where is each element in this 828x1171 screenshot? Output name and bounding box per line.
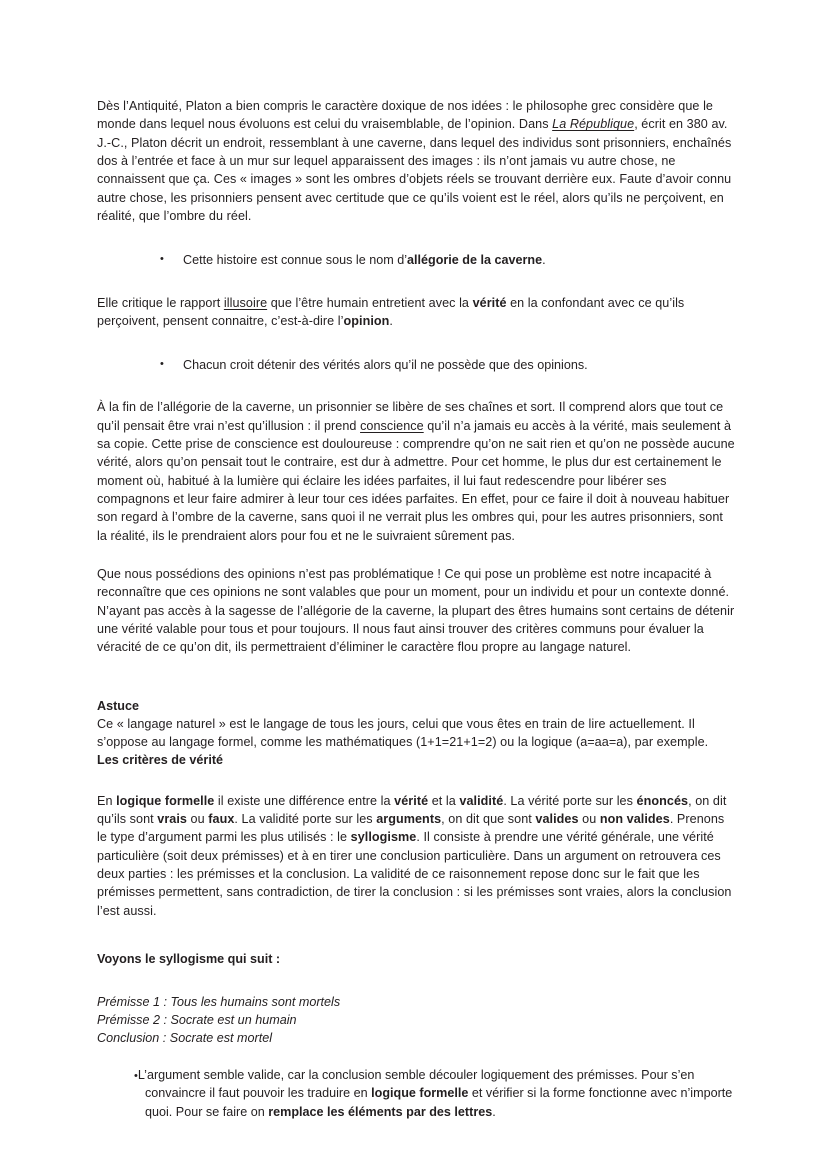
heading-astuce: Astuce	[97, 698, 139, 713]
bold-vrais: vrais	[157, 812, 187, 827]
paragraph-5-run-1: En	[97, 793, 117, 808]
bold-validite: validité	[459, 793, 504, 808]
spacer	[97, 1048, 735, 1066]
underlined-illusoire: illusoire	[223, 295, 268, 310]
spacer	[97, 374, 735, 398]
paragraph-2-run-1: Elle critique le rapport	[97, 295, 224, 310]
document-text-body	[97, 97, 735, 1121]
spacer	[97, 968, 735, 994]
bold-verite: vérité	[472, 295, 507, 310]
bullet-argument-semble-valide	[97, 1066, 735, 1121]
paragraph-antiquite-platon	[97, 97, 735, 225]
paragraph-critique-rapport-illusoire	[97, 294, 735, 331]
paragraph-logique-formelle	[97, 792, 735, 920]
paragraph-1-run-2: , écrit en 380 av. J.-C., Platon décrit un endroit, ressemblant à une caverne, dans lequel des individus sont prisonniers, enchaînés dos à l’entrée et face à un mur sur lequel apparaissent des images : ils n’ont jamais vu autre chose, ne connaissent que ça. Ces « images » sont les ombres d’objets réels se trouvant derrière eux. Faute d’avoir connu autre chose, les prisonniers pensent avec certitude que ce qu’ils voient est le réel, alors qu’ils ne perçoivent, en réalité, que l’ombre du réel.	[97, 117, 732, 223]
bold-non-valides: non valides	[599, 812, 670, 827]
paragraph-3-run-1: À la fin de l’allégorie de la caverne, un prisonnier se libère de ses chaînes et sort. Il comprend alors que tout ce qu’il pensait être vrai n’est qu’illusion : il prend	[97, 400, 724, 433]
bold-remplace-elements-lettres: remplace les éléments par des lettres	[268, 1104, 493, 1119]
bullet-point-icon: •	[134, 1069, 138, 1082]
paragraph-5-run-6: ou	[187, 812, 209, 827]
paragraph-5-run-7: . La validité porte sur les	[234, 812, 377, 827]
paragraph-fin-allegorie	[97, 398, 735, 545]
paragraph-5-run-5: , on dit qu’ils sont	[97, 793, 727, 827]
underlined-conscience: conscience	[360, 418, 424, 433]
syllogism-premise-1: Prémisse 1 : Tous les humains sont mortels	[97, 995, 341, 1010]
paragraph-opinions-problematique: Que nous possédions des opinions n’est pas problématique ! Ce qui pose un problème est notre incapacité à reconnaître que ces opinions ne sont valables que pour un moment, pour un individu et pour un contexte donné. N’ayant pas accès à la sagesse de l’allégorie de la caverne, la plupart des êtres humains sont certains de détenir une vérité valable pour tous et pour toujours. Il nous faut ainsi trouver des critères communs pour évaluer la véracité de ce qu’on dit, ils permettraient d’éliminer le caractère flou propre au langage naturel.	[97, 566, 735, 655]
paragraph-5-run-8: , on dit que sont	[441, 812, 536, 827]
paragraph-5-run-10: . Prenons le type d’argument parmi les plus utilisés : le	[97, 812, 725, 845]
spacer	[97, 770, 735, 792]
bullet-1-bold-allegorie: allégorie de la caverne	[407, 253, 543, 268]
bold-enonces: énoncés	[636, 793, 689, 808]
paragraph-2-run-3: en la confondant avec ce qu’ils perçoivent, pensent connaitre, c’est-à-dire l’	[97, 295, 685, 328]
paragraph-5-run-11: . Il consiste à prendre une vérité générale, une vérité particulière (soit deux prémisses) et à en tirer une conclusion particulière. Dans un argument on retrouvera ces deux parties : les prémisses et la conclusion. La validité de ce raisonnement repose donc sur le fait que les prémisses permettent, sans contradiction, de tirer la conclusion : si les prémisses sont vraies, alors la conclusion l’est aussi.	[97, 830, 732, 918]
book-title-la-republique: La République	[552, 117, 635, 132]
bullet-point-icon: •	[160, 253, 164, 266]
bold-logique-formelle-1: logique formelle	[116, 793, 215, 808]
bullet-1-run-1: Cette histoire est connue sous le nom d’	[183, 253, 408, 268]
paragraph-2-run-2: que l’être humain entretient avec la	[267, 295, 473, 310]
heading-voyons-le-syllogisme: Voyons le syllogisme qui suit :	[97, 951, 281, 966]
spacer	[97, 657, 735, 697]
bullet-1-run-2: .	[542, 253, 546, 268]
bullet-point-icon: •	[160, 358, 164, 371]
bullet-3-run-2: et vérifier si la forme fonctionne avec n’importe quoi. Pour se faire on	[145, 1086, 733, 1119]
spacer	[97, 270, 735, 294]
syllogism-premise-2: Prémisse 2 : Socrate est un humain	[97, 1013, 297, 1028]
paragraph-5-run-2: il existe une différence entre la	[214, 793, 395, 808]
bullet-allegorie-caverne	[97, 251, 735, 269]
bold-faux: faux	[208, 812, 235, 827]
bold-opinion: opinion	[343, 313, 390, 328]
bold-valides: valides	[535, 812, 579, 827]
syllogism-block	[97, 994, 735, 1048]
bold-verite-2: vérité	[394, 793, 429, 808]
paragraph-astuce-langage-naturel: Ce « langage naturel » est le langage de tous les jours, celui que vous êtes en train de lire actuellement. Il s’oppose au langage formel, comme les mathématiques (1+1=21+1=2) ou la logique (a=aa=a), par exemple.	[97, 716, 709, 750]
spacer	[97, 545, 735, 565]
bullet-3-run-3: .	[492, 1104, 496, 1119]
paragraph-5-run-4: . La vérité porte sur les	[503, 793, 637, 808]
spacer	[97, 330, 735, 356]
bold-arguments: arguments	[376, 812, 442, 827]
paragraph-1-run-1: Dès l’Antiquité, Platon a bien compris le caractère doxique de nos idées : le philosophe grec considère que le monde dans lequel nous évoluons est celui du vraisemblable, de l’opinion. Dans	[97, 99, 713, 132]
spacer	[97, 225, 735, 251]
heading-les-criteres-de-verite: Les critères de vérité	[97, 753, 224, 768]
bullet-2-text: Chacun croit détenir des vérités alors qu’il ne possède que des opinions.	[183, 358, 588, 373]
spacer	[97, 920, 735, 950]
paragraph-5-run-9: ou	[578, 812, 600, 827]
bullet-chacun-croit-detenir	[97, 356, 735, 374]
bold-logique-formelle-2: logique formelle	[371, 1086, 469, 1101]
paragraph-5-run-3: et la	[428, 793, 460, 808]
syllogism-conclusion: Conclusion : Socrate est mortel	[97, 1031, 272, 1045]
bold-syllogisme: syllogisme	[350, 830, 417, 845]
paragraph-2-run-4: .	[389, 313, 393, 328]
bullet-3-run-1: L’argument semble valide, car la conclusion semble découler logiquement des prémisses. Pour s’en convaincre il faut pouvoir les traduire en	[137, 1067, 695, 1101]
paragraph-3-run-2: qu’il n’a jamais eu accès à la vérité, mais seulement à sa copie. Cette prise de conscience est douloureuse : comprendre qu’on ne sait rien et qu’on ne possède aucune vérité, alors qu’on pensait tout le contraire, est dur à admettre. Pour cet homme, le plus dur est certainement le moment où, habitué à la lumière qui éclaire les idées parfaites, il lui faut redescendre pour libérer ses compagnons et leur faire admirer à leur tour ces idées parfaites. En effet, pour ce faire il doit à nouveau habituer son regard à l’ombre de la caverne, sans quoi il ne verrait plus les ombres qui, pour les autres prisonniers, sont la réalité, ils le prendraient alors pour fou et ne le suivraient sûrement pas.	[97, 418, 735, 543]
